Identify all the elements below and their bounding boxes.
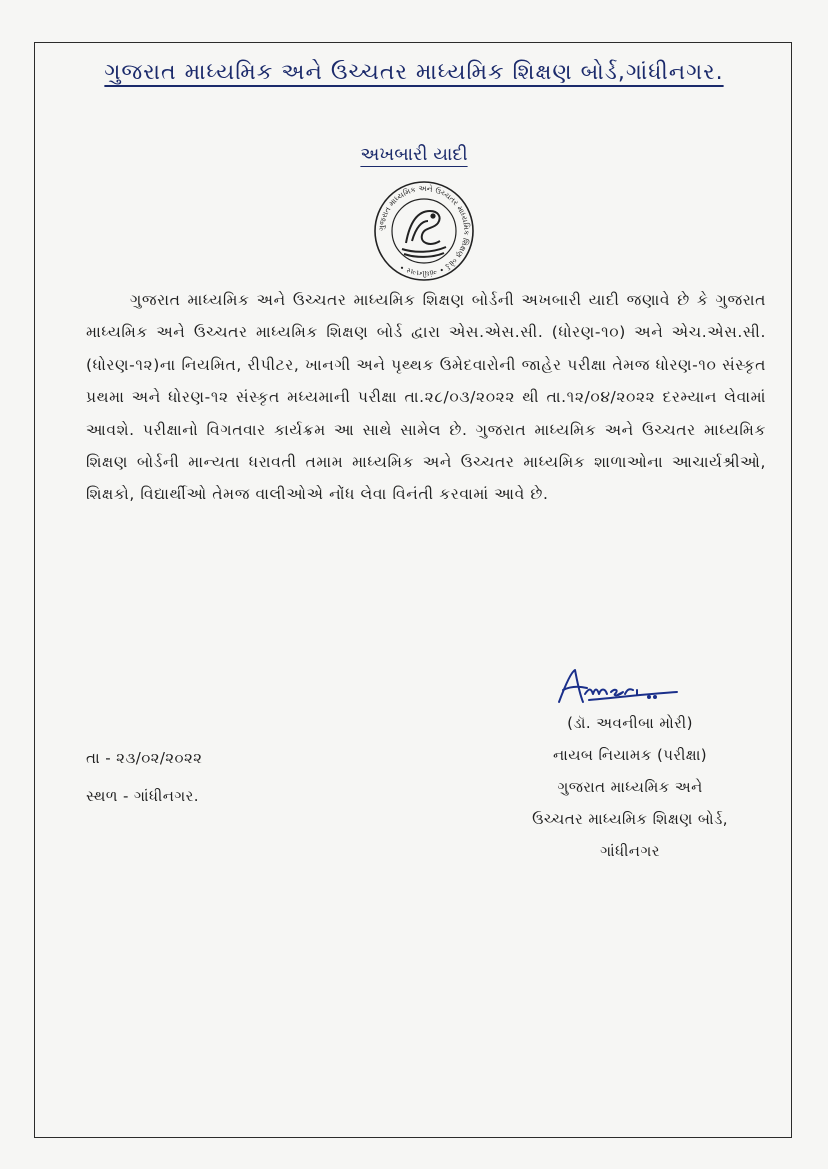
signatory-city: ગાંધીનગર xyxy=(600,842,660,860)
seal-bird-emblem xyxy=(402,211,446,257)
date-place-block xyxy=(86,739,346,815)
date-line: તા - ૨૩/૦૨/૨૦૨૨ xyxy=(86,749,203,767)
title-text: ગુજરાત માધ્યમિક અને ઉચ્ચતર માધ્યમિક શિક્ષણ બોર્ડ,ગાંધીનગર. xyxy=(104,60,724,85)
document-subtitle xyxy=(0,144,828,165)
signatory-org-line1: ગુજરાત માધ્યમિક અને xyxy=(557,778,703,796)
signatory-designation: નાયબ નિયામક (પરીક્ષા) xyxy=(552,746,708,764)
signatory-block xyxy=(480,707,780,867)
subtitle-text: અખબારી યાદી xyxy=(360,144,468,165)
seal-ring-text: ગુજરાત માધ્યમિક અને ઉચ્ચતર માધ્યમિક શિક્ષણ બોર્ડ • ગાંધીનગર • xyxy=(376,183,472,279)
board-seal-icon xyxy=(366,181,482,281)
document-title xyxy=(0,60,828,85)
press-note-body: ગુજરાત માધ્યમિક અને ઉચ્ચતર માધ્યમિક શિક્ષણ બોર્ડની અખબારી યાદી જણાવે છે કે ગુજરાત માધ્યમિક અને ઉચ્ચતર માધ્યમિક શિક્ષણ બોર્ડ દ્વારા એસ.એસ.સી. (ધોરણ-૧૦) અને એચ.એસ.સી. (ધોરણ-૧૨)ના નિયમિત, રીપીટર, ખાનગી અને પૃથ્થક ઉમેદવારોની જાહેર પરીક્ષા તેમજ ધોરણ-૧૦ સંસ્કૃત પ્રથમા અને ધોરણ-૧૨ સંસ્કૃત મધ્યમાની પરીક્ષા તા.૨૮/૦૩/૨૦૨૨ થી તા.૧૨/૦૪/૨૦૨૨ દરમ્યાન લેવામાં આવશે. પરીક્ષાનો વિગતવાર કાર્યક્રમ આ સાથે સામેલ છે. ગુજરાત માધ્યમિક અને ઉચ્ચતર માધ્યમિક શિક્ષણ બોર્ડની માન્યતા ધરાવતી તમામ માધ્યમિક અને ઉચ્ચતર માધ્યમિક શાળાઓના આચાર્યશ્રીઓ, શિક્ષકો, વિદ્યાર્થીઓ તેમજ વાલીઓએ નોંધ લેવા વિનંતી કરવામાં આવે છે. xyxy=(86,291,766,504)
place-line: સ્થળ - ગાંધીનગર. xyxy=(86,787,199,805)
signatory-name: (ડૉ. અવનીબા મોરી) xyxy=(567,714,693,732)
signatory-org-line2: ઉચ્ચતર માધ્યમિક શિક્ષણ બોર્ડ, xyxy=(532,810,728,828)
